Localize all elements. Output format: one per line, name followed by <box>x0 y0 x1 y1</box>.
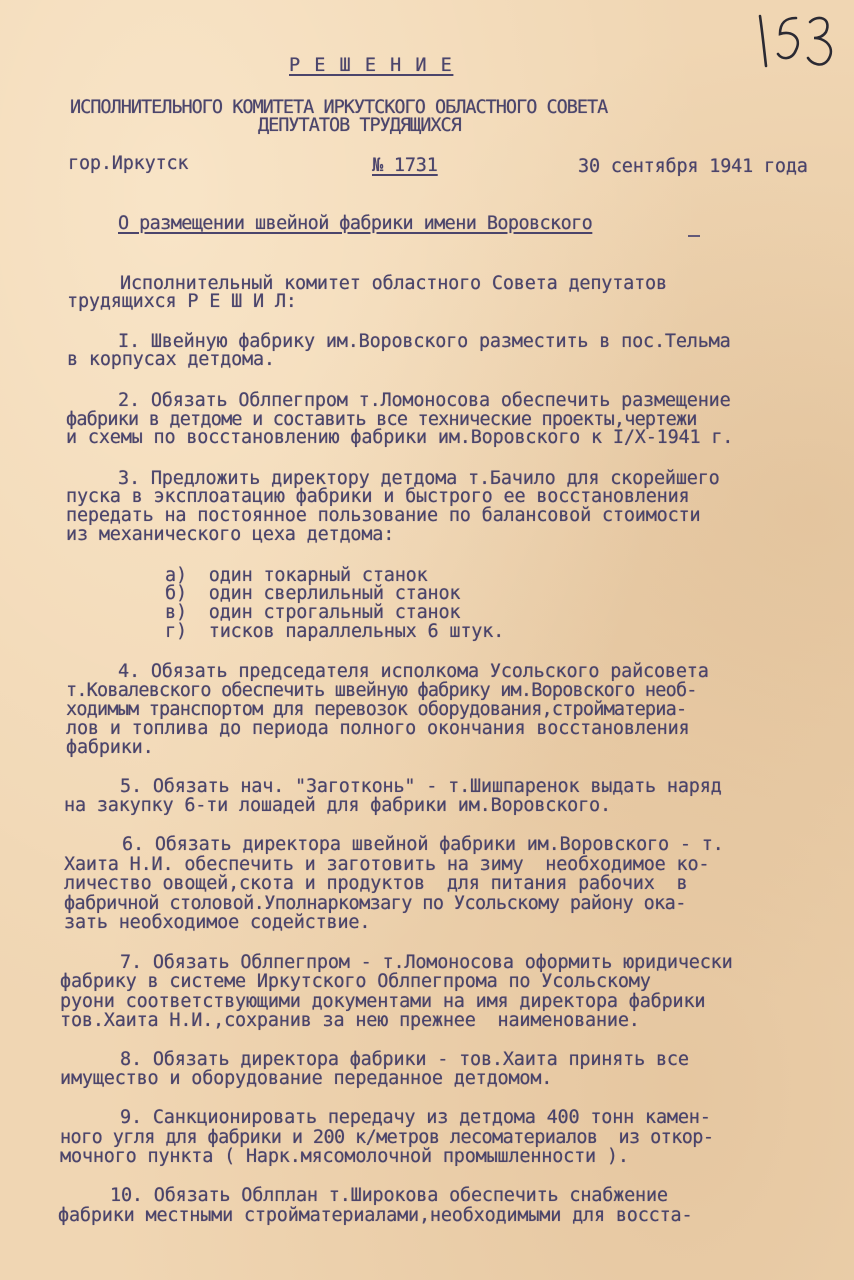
item-4-line: 4. Обязать председателя исполкома Усольского райсовета <box>118 661 709 682</box>
item-4-line: ходимым транспортом для перевозок оборудования,стройматериа- <box>66 699 687 720</box>
issuer-line-1: ИСПОЛНИТЕЛЬНОГО КОМИТЕТА ИРКУТСКОГО ОБЛАСТНОГО СОВЕТА <box>70 97 608 118</box>
item-10-line: фабрики местными стройматериалами,необходимыми для восста- <box>58 1205 693 1226</box>
item-1-line: в корпусах детдома. <box>67 349 275 370</box>
item-6-line: личество овощей,скота и продуктов для питания рабочих в <box>64 873 688 894</box>
equipment-item: б) один сверлильный станок <box>165 583 461 604</box>
item-3-line: из механического цеха детдома: <box>66 524 395 545</box>
equipment-item: в) один строгальный станок <box>165 602 461 623</box>
item-2-line: и схемы по восстановлению фабрики им.Воровского к I/X-1941 г. <box>66 427 734 448</box>
item-9-line: ного угля для фабрики и 200 к/метров лесоматериалов из откор- <box>60 1127 714 1148</box>
item-6-line: Хаита Н.И. обеспечить и заготовить на зиму необходимое ко- <box>64 854 710 875</box>
subject-line: О размещении швейной фабрики имени Воровского <box>118 213 593 234</box>
item-3-line: 3. Предложить директору детдома т.Бачило для скорейшего <box>118 468 720 489</box>
item-5-line: на закупку 6-ти лошадей для фабрики им.Воровского. <box>64 795 611 816</box>
equipment-item: а) один токарный станок <box>165 565 428 586</box>
preamble-line: Исполнительный комитет областного Совета депутатов <box>120 273 667 294</box>
item-2-line: 2. Обязать Облпегпром т.Ломоносова обеспечить размещение <box>118 390 731 411</box>
issuer-line-2: ДЕПУТАТОВ ТРУДЯЩИХСЯ <box>258 115 461 136</box>
item-8-line: 8. Обязать директора фабрики - тов.Хаита принять все <box>120 1049 689 1070</box>
item-3-line: передать на постоянное пользование по балансовой стоимости <box>66 505 701 526</box>
item-1-line: I. Швейную фабрику им.Воровского разместить в пос.Тельма <box>118 331 731 352</box>
document-title: Р Е Ш Е Н И Е <box>289 55 454 76</box>
item-7-line: тов.Хаита Н.И.,сохранив за нею прежнее наименование. <box>60 1010 640 1031</box>
item-9-line: мочного пункта ( Нарк.мясомолочной промышленности ). <box>60 1146 629 1167</box>
item-4-line: фабрики. <box>66 737 154 758</box>
item-4-line: т.Ковалевского обеспечить швейную фабрику им.Воровского необ- <box>66 680 697 701</box>
archive-number-handwritten <box>752 8 838 72</box>
item-4-line: лов и топлива до периода полного окончания восстановления <box>66 718 690 739</box>
item-6-line: 6. Обязать директора швейной фабрики им.Воровского - т. <box>122 834 724 855</box>
item-3-line: пуска в эксплоатацию фабрики и быстрого ее восстановления <box>66 486 690 507</box>
item-6-line: фабричной столовой.Уполнаркомзагу по Усольскому району ока- <box>64 893 686 914</box>
item-7-line: 7. Обязать Облпегпром - т.Ломоносова оформить юридически <box>120 952 733 973</box>
item-6-line: зать необходимое содействие. <box>64 912 371 933</box>
item-5-line: 5. Обязать нач. "Заготконь" - т.Шишпаренок выдать наряд <box>120 776 722 797</box>
item-7-line: фабрику в системе Иркутского Облпегпрома по Усольскому <box>60 971 651 992</box>
document-date: 30 сентября 1941 года <box>578 156 808 177</box>
subject-underline-extension <box>688 235 700 237</box>
item-7-line: руони соответствующими документами на имя директора фабрики <box>60 991 706 1012</box>
preamble-line: трудящихся Р Е Ш И Л: <box>67 291 297 312</box>
document-number: № 1731 <box>372 155 438 176</box>
equipment-item: г) тисков параллельных 6 штук. <box>165 621 505 642</box>
item-10-line: 10. Обязать Облплан т.Широкова обеспечить снабжение <box>110 1185 668 1206</box>
item-8-line: имущество и оборудование переданное детдомом. <box>60 1068 553 1089</box>
place: гор.Иркутск <box>68 153 189 174</box>
item-9-line: 9. Санкционировать передачу из детдома 400 тонн камен- <box>120 1107 711 1128</box>
item-2-line: фабрики в детдоме и составить все технические проекты,чертежи <box>66 409 697 430</box>
